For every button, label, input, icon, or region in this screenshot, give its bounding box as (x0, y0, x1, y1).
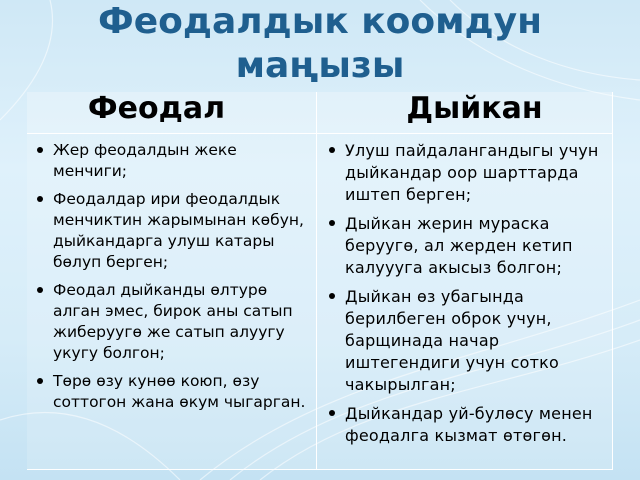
column-header-peasant-label: Дыйкан (406, 91, 543, 126)
list-item: Төрө өзу кунөө коюп, өзу соттогон жана өкум чыгарган. (53, 371, 310, 413)
column-header-feudal-label: Феодал (87, 91, 226, 126)
list-item: Дыйкан жерин мураска беруугө, ал жерден кетип калуууга акысыз болгон; (345, 213, 606, 279)
list-item: Дыйкан өз убагында берилбеген оброк учун, барщинада начар иштегендиги учун сотко чакырылган; (345, 286, 606, 396)
peasant-column-body (317, 134, 613, 470)
list-item: Феодал дыйканды өлтурө алган эмес, бирок аны сатып жиберуугө же сатып алуугу укугу болгон; (53, 280, 310, 364)
slide-title (0, 0, 640, 96)
slide-title-line-1: Феодалдык коомдун (98, 1, 542, 42)
peasant-bullet-list (323, 140, 606, 447)
comparison-table (27, 92, 613, 470)
list-item: Феодалдар ири феодалдык менчиктин жарымынан көбун, дыйкандарга улуш катары бөлуп берген; (53, 189, 310, 273)
slide-title-line-2: маңызы (235, 45, 405, 86)
column-header-peasant (317, 92, 613, 134)
column-header-feudal (27, 92, 317, 134)
feudal-column-body (27, 134, 317, 470)
feudal-bullet-list (31, 140, 310, 413)
list-item: Улуш пайдалангандыгы учун дыйкандар оор шарттарда иштеп берген; (345, 140, 606, 206)
list-item: Дыйкандар уй-булөсу менен феодалга кызмат өтөгөн. (345, 403, 606, 447)
list-item: Жер феодалдын жеке менчиги; (53, 140, 310, 182)
